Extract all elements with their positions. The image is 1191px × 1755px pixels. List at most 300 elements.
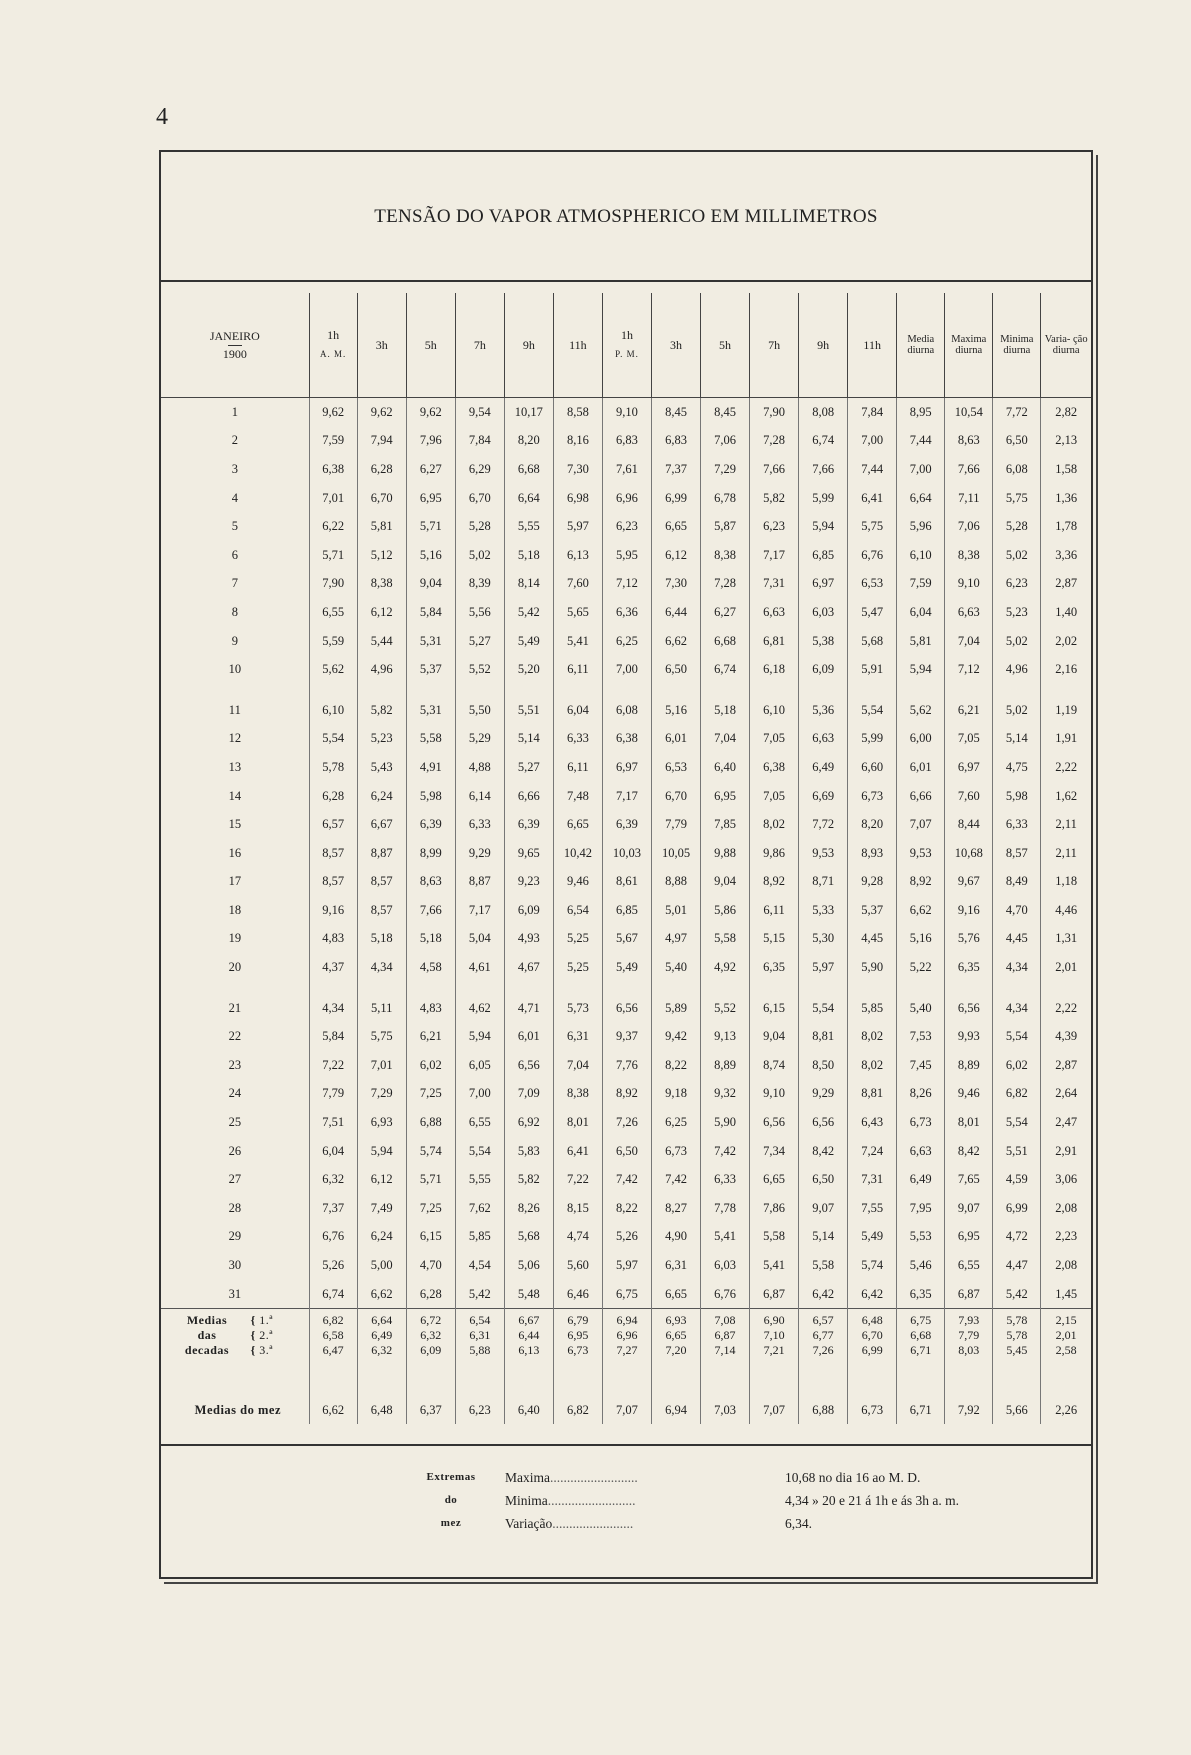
value-cell: 6,62 — [309, 1358, 357, 1424]
hour-header: 3h — [357, 293, 406, 398]
gap-cell — [406, 982, 455, 994]
table-row — [161, 398, 1091, 427]
value-cell: 6,11 — [553, 753, 602, 782]
gap-cell — [504, 982, 553, 994]
value-cell: 9,10 — [945, 570, 993, 599]
value-cell: 5,16 — [897, 925, 945, 954]
value-cell: 8,49 — [993, 868, 1041, 897]
value-cell: 6,90 — [750, 1309, 799, 1329]
value-cell: 5,99 — [848, 725, 897, 754]
value-cell: 7,21 — [750, 1343, 799, 1358]
value-cell: 9,18 — [651, 1080, 700, 1109]
value-cell: 4,58 — [406, 953, 455, 982]
value-cell: 6,12 — [651, 541, 700, 570]
value-cell: 6,21 — [945, 696, 993, 725]
value-cell: 5,68 — [848, 627, 897, 656]
value-cell: 6,31 — [651, 1251, 700, 1280]
value-cell: 5,90 — [848, 953, 897, 982]
table-row — [161, 627, 1091, 656]
value-cell: 6,65 — [553, 810, 602, 839]
gap-cell — [1041, 982, 1091, 994]
value-cell: 7,45 — [897, 1051, 945, 1080]
value-cell: 6,63 — [799, 725, 848, 754]
value-cell: 5,95 — [602, 541, 651, 570]
value-cell: 5,75 — [357, 1022, 406, 1051]
value-cell: 2,23 — [1041, 1223, 1091, 1252]
value-cell: 6,82 — [993, 1080, 1041, 1109]
day-cell: 8 — [231, 604, 238, 619]
value-cell: 6,04 — [553, 696, 602, 725]
value-cell: 6,10 — [897, 541, 945, 570]
table-row — [161, 896, 1091, 925]
value-cell: 9,10 — [602, 398, 651, 427]
value-cell: 5,44 — [357, 627, 406, 656]
value-cell: 5,87 — [701, 512, 750, 541]
value-cell: 5,83 — [504, 1137, 553, 1166]
value-cell: 6,04 — [897, 598, 945, 627]
value-cell: 4,70 — [406, 1251, 455, 1280]
value-cell: 6,27 — [701, 598, 750, 627]
value-cell: 8,22 — [651, 1051, 700, 1080]
value-cell: 5,28 — [993, 512, 1041, 541]
value-cell: 5,37 — [406, 655, 455, 684]
value-cell: 7,92 — [945, 1358, 993, 1424]
value-cell: 5,62 — [309, 655, 357, 684]
value-cell: 5,14 — [993, 725, 1041, 754]
gap-cell — [750, 684, 799, 696]
value-cell: 6,24 — [357, 1223, 406, 1252]
value-cell: 9,42 — [651, 1022, 700, 1051]
value-cell: 8,57 — [357, 868, 406, 897]
value-cell: 5,01 — [651, 896, 700, 925]
value-cell: 6,55 — [945, 1251, 993, 1280]
value-cell: 9,86 — [750, 839, 799, 868]
value-cell: 5,22 — [897, 953, 945, 982]
value-cell: 7,60 — [553, 570, 602, 599]
value-cell: 6,63 — [750, 598, 799, 627]
value-cell: 7,65 — [945, 1165, 993, 1194]
value-cell: 6,74 — [799, 427, 848, 456]
month-divider — [228, 345, 242, 346]
value-cell: 4,61 — [455, 953, 504, 982]
value-cell: 5,81 — [357, 512, 406, 541]
value-cell: 5,97 — [799, 953, 848, 982]
value-cell: 7,42 — [701, 1137, 750, 1166]
value-cell: 6,40 — [504, 1358, 553, 1424]
value-cell: 5,02 — [993, 627, 1041, 656]
value-cell: 7,84 — [848, 398, 897, 427]
month-average-label: Medias do mez — [194, 1403, 281, 1418]
value-cell: 5,51 — [993, 1137, 1041, 1166]
value-cell: 8,63 — [406, 868, 455, 897]
value-cell: 7,14 — [701, 1343, 750, 1358]
value-cell: 6,02 — [406, 1051, 455, 1080]
value-cell: 1,40 — [1041, 598, 1091, 627]
value-cell: 6,57 — [799, 1309, 848, 1329]
value-cell: 6,11 — [750, 896, 799, 925]
value-cell: 5,30 — [799, 925, 848, 954]
value-cell: 5,74 — [848, 1251, 897, 1280]
value-cell: 6,54 — [455, 1309, 504, 1329]
value-cell: 5,86 — [701, 896, 750, 925]
value-cell: 7,29 — [701, 455, 750, 484]
table-row — [161, 782, 1091, 811]
value-cell: 5,20 — [504, 655, 553, 684]
value-cell: 2,64 — [1041, 1080, 1091, 1109]
value-cell: 5,55 — [504, 512, 553, 541]
gap-cell — [504, 684, 553, 696]
value-cell: 9,53 — [799, 839, 848, 868]
value-cell: 6,65 — [651, 1328, 700, 1343]
value-cell: 8,92 — [897, 868, 945, 897]
value-cell: 5,33 — [799, 896, 848, 925]
value-cell: 5,54 — [848, 696, 897, 725]
value-cell: 8,45 — [651, 398, 700, 427]
value-cell: 6,27 — [406, 455, 455, 484]
value-cell: 5,02 — [455, 541, 504, 570]
day-cell: 3 — [231, 461, 238, 476]
value-cell: 5,42 — [504, 598, 553, 627]
value-cell: 5,76 — [945, 925, 993, 954]
hour-header: 1h P. M. — [602, 293, 651, 398]
value-cell: 5,18 — [406, 925, 455, 954]
value-cell: 6,75 — [602, 1280, 651, 1309]
extremas-row-variacao: Variação........................ 6,34. — [505, 1516, 812, 1531]
value-cell: 6,65 — [651, 512, 700, 541]
value-cell: 6,56 — [799, 1108, 848, 1137]
value-cell: 6,63 — [897, 1137, 945, 1166]
variacao-header: Varia- ção diurna — [1041, 293, 1091, 398]
value-cell: 8,38 — [945, 541, 993, 570]
value-cell: 8,57 — [309, 868, 357, 897]
value-cell: 4,97 — [651, 925, 700, 954]
value-cell: 1,91 — [1041, 725, 1091, 754]
value-cell: 5,75 — [848, 512, 897, 541]
value-cell: 6,81 — [750, 627, 799, 656]
value-cell: 7,72 — [993, 398, 1041, 427]
day-cell: 12 — [228, 731, 242, 746]
value-cell: 2,91 — [1041, 1137, 1091, 1166]
value-cell: 7,05 — [945, 725, 993, 754]
value-cell: 6,46 — [553, 1280, 602, 1309]
value-cell: 6,88 — [406, 1108, 455, 1137]
day-cell: 20 — [228, 960, 242, 975]
day-cell: 13 — [228, 759, 242, 774]
gap-cell — [309, 982, 357, 994]
value-cell: 7,00 — [455, 1080, 504, 1109]
value-cell: 9,23 — [504, 868, 553, 897]
table-row — [161, 512, 1091, 541]
value-cell: 6,83 — [602, 427, 651, 456]
value-cell: 6,44 — [504, 1328, 553, 1343]
value-cell: 5,29 — [455, 725, 504, 754]
value-cell: 6,64 — [504, 484, 553, 513]
value-cell: 8,22 — [602, 1194, 651, 1223]
value-cell: 8,95 — [897, 398, 945, 427]
value-cell: 5,14 — [504, 725, 553, 754]
value-cell: 6,50 — [651, 655, 700, 684]
value-cell: 5,51 — [504, 696, 553, 725]
value-cell: 6,95 — [945, 1223, 993, 1252]
value-cell: 5,78 — [993, 1309, 1041, 1329]
value-cell: 10,03 — [602, 839, 651, 868]
value-cell: 7,05 — [750, 782, 799, 811]
value-cell: 6,42 — [799, 1280, 848, 1309]
value-cell: 5,94 — [455, 1022, 504, 1051]
value-cell: 9,07 — [945, 1194, 993, 1223]
value-cell: 4,46 — [1041, 896, 1091, 925]
value-cell: 6,99 — [848, 1343, 897, 1358]
value-cell: 2,15 — [1041, 1309, 1091, 1329]
value-cell: 5,26 — [309, 1251, 357, 1280]
value-cell: 8,50 — [799, 1051, 848, 1080]
value-cell: 5,73 — [553, 994, 602, 1023]
value-cell: 6,76 — [309, 1223, 357, 1252]
value-cell: 6,70 — [651, 782, 700, 811]
value-cell: 5,40 — [651, 953, 700, 982]
value-cell: 9,29 — [799, 1080, 848, 1109]
value-cell: 6,41 — [553, 1137, 602, 1166]
value-cell: 5,90 — [701, 1108, 750, 1137]
value-cell: 9,46 — [945, 1080, 993, 1109]
table-row — [161, 1051, 1091, 1080]
value-cell: 6,93 — [651, 1309, 700, 1329]
value-cell: 2,08 — [1041, 1194, 1091, 1223]
value-cell: 6,99 — [651, 484, 700, 513]
value-cell: 9,46 — [553, 868, 602, 897]
value-cell: 5,84 — [309, 1022, 357, 1051]
value-cell: 6,70 — [455, 484, 504, 513]
value-cell: 7,72 — [799, 810, 848, 839]
gap-cell — [357, 684, 406, 696]
value-cell: 6,28 — [309, 782, 357, 811]
value-cell: 5,47 — [848, 598, 897, 627]
value-cell: 6,77 — [799, 1328, 848, 1343]
day-cell: 4 — [231, 490, 238, 505]
value-cell: 6,21 — [406, 1022, 455, 1051]
value-cell: 6,93 — [357, 1108, 406, 1137]
value-cell: 6,71 — [897, 1343, 945, 1358]
value-cell: 8,38 — [357, 570, 406, 599]
value-cell: 5,74 — [406, 1137, 455, 1166]
gap-cell — [701, 982, 750, 994]
value-cell: 7,42 — [651, 1165, 700, 1194]
value-cell: 6,28 — [357, 455, 406, 484]
value-cell: 4,62 — [455, 994, 504, 1023]
value-cell: 5,16 — [651, 696, 700, 725]
day-cell: 7 — [231, 576, 238, 591]
value-cell: 6,97 — [799, 570, 848, 599]
value-cell: 8,20 — [848, 810, 897, 839]
value-cell: 5,94 — [357, 1137, 406, 1166]
table-row — [161, 455, 1091, 484]
value-cell: 7,44 — [897, 427, 945, 456]
value-cell: 5,02 — [993, 696, 1041, 725]
value-cell: 7,17 — [455, 896, 504, 925]
value-cell: 9,04 — [750, 1022, 799, 1051]
value-cell: 5,27 — [455, 627, 504, 656]
value-cell: 5,25 — [553, 925, 602, 954]
table-row — [161, 1280, 1091, 1309]
value-cell: 4,96 — [357, 655, 406, 684]
value-cell: 9,88 — [701, 839, 750, 868]
value-cell: 8,57 — [357, 896, 406, 925]
value-cell: 6,28 — [406, 1280, 455, 1309]
hour-header: 3h — [651, 293, 700, 398]
day-cell: 22 — [228, 1029, 242, 1044]
day-cell: 5 — [231, 519, 238, 534]
gap-cell — [799, 684, 848, 696]
value-cell: 6,02 — [993, 1051, 1041, 1080]
value-cell: 5,18 — [701, 696, 750, 725]
page-title: TENSÃO DO VAPOR ATMOSPHERICO EM MILLIMETROS — [374, 206, 878, 227]
value-cell: 5,85 — [848, 994, 897, 1023]
value-cell: 4,34 — [993, 953, 1041, 982]
gap-cell — [455, 982, 504, 994]
value-cell: 5,42 — [455, 1280, 504, 1309]
value-cell: 6,32 — [309, 1165, 357, 1194]
value-cell: 7,79 — [651, 810, 700, 839]
value-cell: 5,91 — [848, 655, 897, 684]
value-cell: 8,81 — [799, 1022, 848, 1051]
value-cell: 6,71 — [897, 1358, 945, 1424]
value-cell: 5,62 — [897, 696, 945, 725]
value-cell: 8,20 — [504, 427, 553, 456]
value-cell: 7,61 — [602, 455, 651, 484]
value-cell: 9,37 — [602, 1022, 651, 1051]
value-cell: 5,23 — [357, 725, 406, 754]
value-cell: 5,60 — [553, 1251, 602, 1280]
value-cell: 9,93 — [945, 1022, 993, 1051]
value-cell: 5,54 — [993, 1022, 1041, 1051]
value-cell: 7,00 — [848, 427, 897, 456]
value-cell: 5,18 — [504, 541, 553, 570]
value-cell: 6,31 — [553, 1022, 602, 1051]
value-cell: 8,01 — [553, 1108, 602, 1137]
value-cell: 5,38 — [799, 627, 848, 656]
value-cell: 5,88 — [455, 1343, 504, 1358]
value-cell: 10,17 — [504, 398, 553, 427]
value-cell: 10,54 — [945, 398, 993, 427]
table-body — [161, 398, 1091, 1425]
gap-cell — [848, 684, 897, 696]
value-cell: 6,62 — [357, 1280, 406, 1309]
day-cell: 29 — [228, 1229, 242, 1244]
value-cell: 5,42 — [993, 1280, 1041, 1309]
value-cell: 6,48 — [848, 1309, 897, 1329]
value-cell: 5,75 — [993, 484, 1041, 513]
table-row — [161, 427, 1091, 456]
value-cell: 6,08 — [993, 455, 1041, 484]
value-cell: 6,23 — [602, 512, 651, 541]
value-cell: 6,87 — [701, 1328, 750, 1343]
decade-number: 2.ª — [259, 1328, 274, 1343]
value-cell: 6,49 — [799, 753, 848, 782]
value-cell: 5,26 — [602, 1223, 651, 1252]
decade-average-row — [161, 1328, 1091, 1343]
value-cell: 4,67 — [504, 953, 553, 982]
value-cell: 4,34 — [309, 994, 357, 1023]
value-cell: 7,20 — [651, 1343, 700, 1358]
value-cell: 10,05 — [651, 839, 700, 868]
value-cell: 8,57 — [309, 839, 357, 868]
value-cell: 7,05 — [750, 725, 799, 754]
gap-cell — [161, 982, 309, 994]
value-cell: 6,50 — [799, 1165, 848, 1194]
value-cell: 9,67 — [945, 868, 993, 897]
value-cell: 8,02 — [848, 1022, 897, 1051]
value-cell: 6,60 — [848, 753, 897, 782]
value-cell: 4,93 — [504, 925, 553, 954]
gap-cell — [848, 982, 897, 994]
day-cell: 26 — [228, 1143, 242, 1158]
value-cell: 6,25 — [602, 627, 651, 656]
gap-cell — [161, 684, 309, 696]
gap-cell — [357, 982, 406, 994]
extremas-label: Extremas do mez — [426, 1471, 476, 1529]
gap-cell — [455, 684, 504, 696]
value-cell: 6,67 — [357, 810, 406, 839]
value-cell: 5,52 — [455, 655, 504, 684]
value-cell: 9,65 — [504, 839, 553, 868]
gap-cell — [1041, 684, 1091, 696]
value-cell: 5,54 — [309, 725, 357, 754]
value-cell: 6,73 — [848, 782, 897, 811]
gap-cell — [701, 684, 750, 696]
decade-label: Medias { 1.ª — [161, 1309, 309, 1329]
value-cell: 6,74 — [701, 655, 750, 684]
value-cell: 5,71 — [309, 541, 357, 570]
value-cell: 6,13 — [553, 541, 602, 570]
value-cell: 5,53 — [897, 1223, 945, 1252]
value-cell: 6,40 — [701, 753, 750, 782]
value-cell: 4,47 — [993, 1251, 1041, 1280]
value-cell: 7,66 — [750, 455, 799, 484]
value-cell: 6,63 — [945, 598, 993, 627]
gap-cell — [750, 982, 799, 994]
value-cell: 4,45 — [993, 925, 1041, 954]
day-cell: 21 — [228, 1000, 242, 1015]
value-cell: 5,48 — [504, 1280, 553, 1309]
day-cell: 30 — [228, 1258, 242, 1273]
value-cell: 6,33 — [993, 810, 1041, 839]
value-cell: 7,30 — [651, 570, 700, 599]
value-cell: 6,75 — [897, 1309, 945, 1329]
value-cell: 6,33 — [553, 725, 602, 754]
value-cell: 7,12 — [945, 655, 993, 684]
value-cell: 5,54 — [455, 1137, 504, 1166]
value-cell: 5,85 — [455, 1223, 504, 1252]
value-cell: 7,49 — [357, 1194, 406, 1223]
value-cell: 6,87 — [750, 1280, 799, 1309]
decade-label: das { 2.ª — [161, 1328, 309, 1343]
value-cell: 1,45 — [1041, 1280, 1091, 1309]
value-cell: 8,99 — [406, 839, 455, 868]
value-cell: 7,03 — [701, 1358, 750, 1424]
day-cell: 19 — [228, 931, 242, 946]
value-cell: 7,07 — [897, 810, 945, 839]
value-cell: 5,16 — [406, 541, 455, 570]
value-cell: 6,08 — [602, 696, 651, 725]
value-cell: 8,45 — [701, 398, 750, 427]
value-cell: 4,71 — [504, 994, 553, 1023]
value-cell: 7,59 — [897, 570, 945, 599]
value-cell: 6,25 — [651, 1108, 700, 1137]
hour-header: 5h — [406, 293, 455, 398]
value-cell: 6,56 — [602, 994, 651, 1023]
value-cell: 6,35 — [750, 953, 799, 982]
value-cell: 5,84 — [406, 598, 455, 627]
